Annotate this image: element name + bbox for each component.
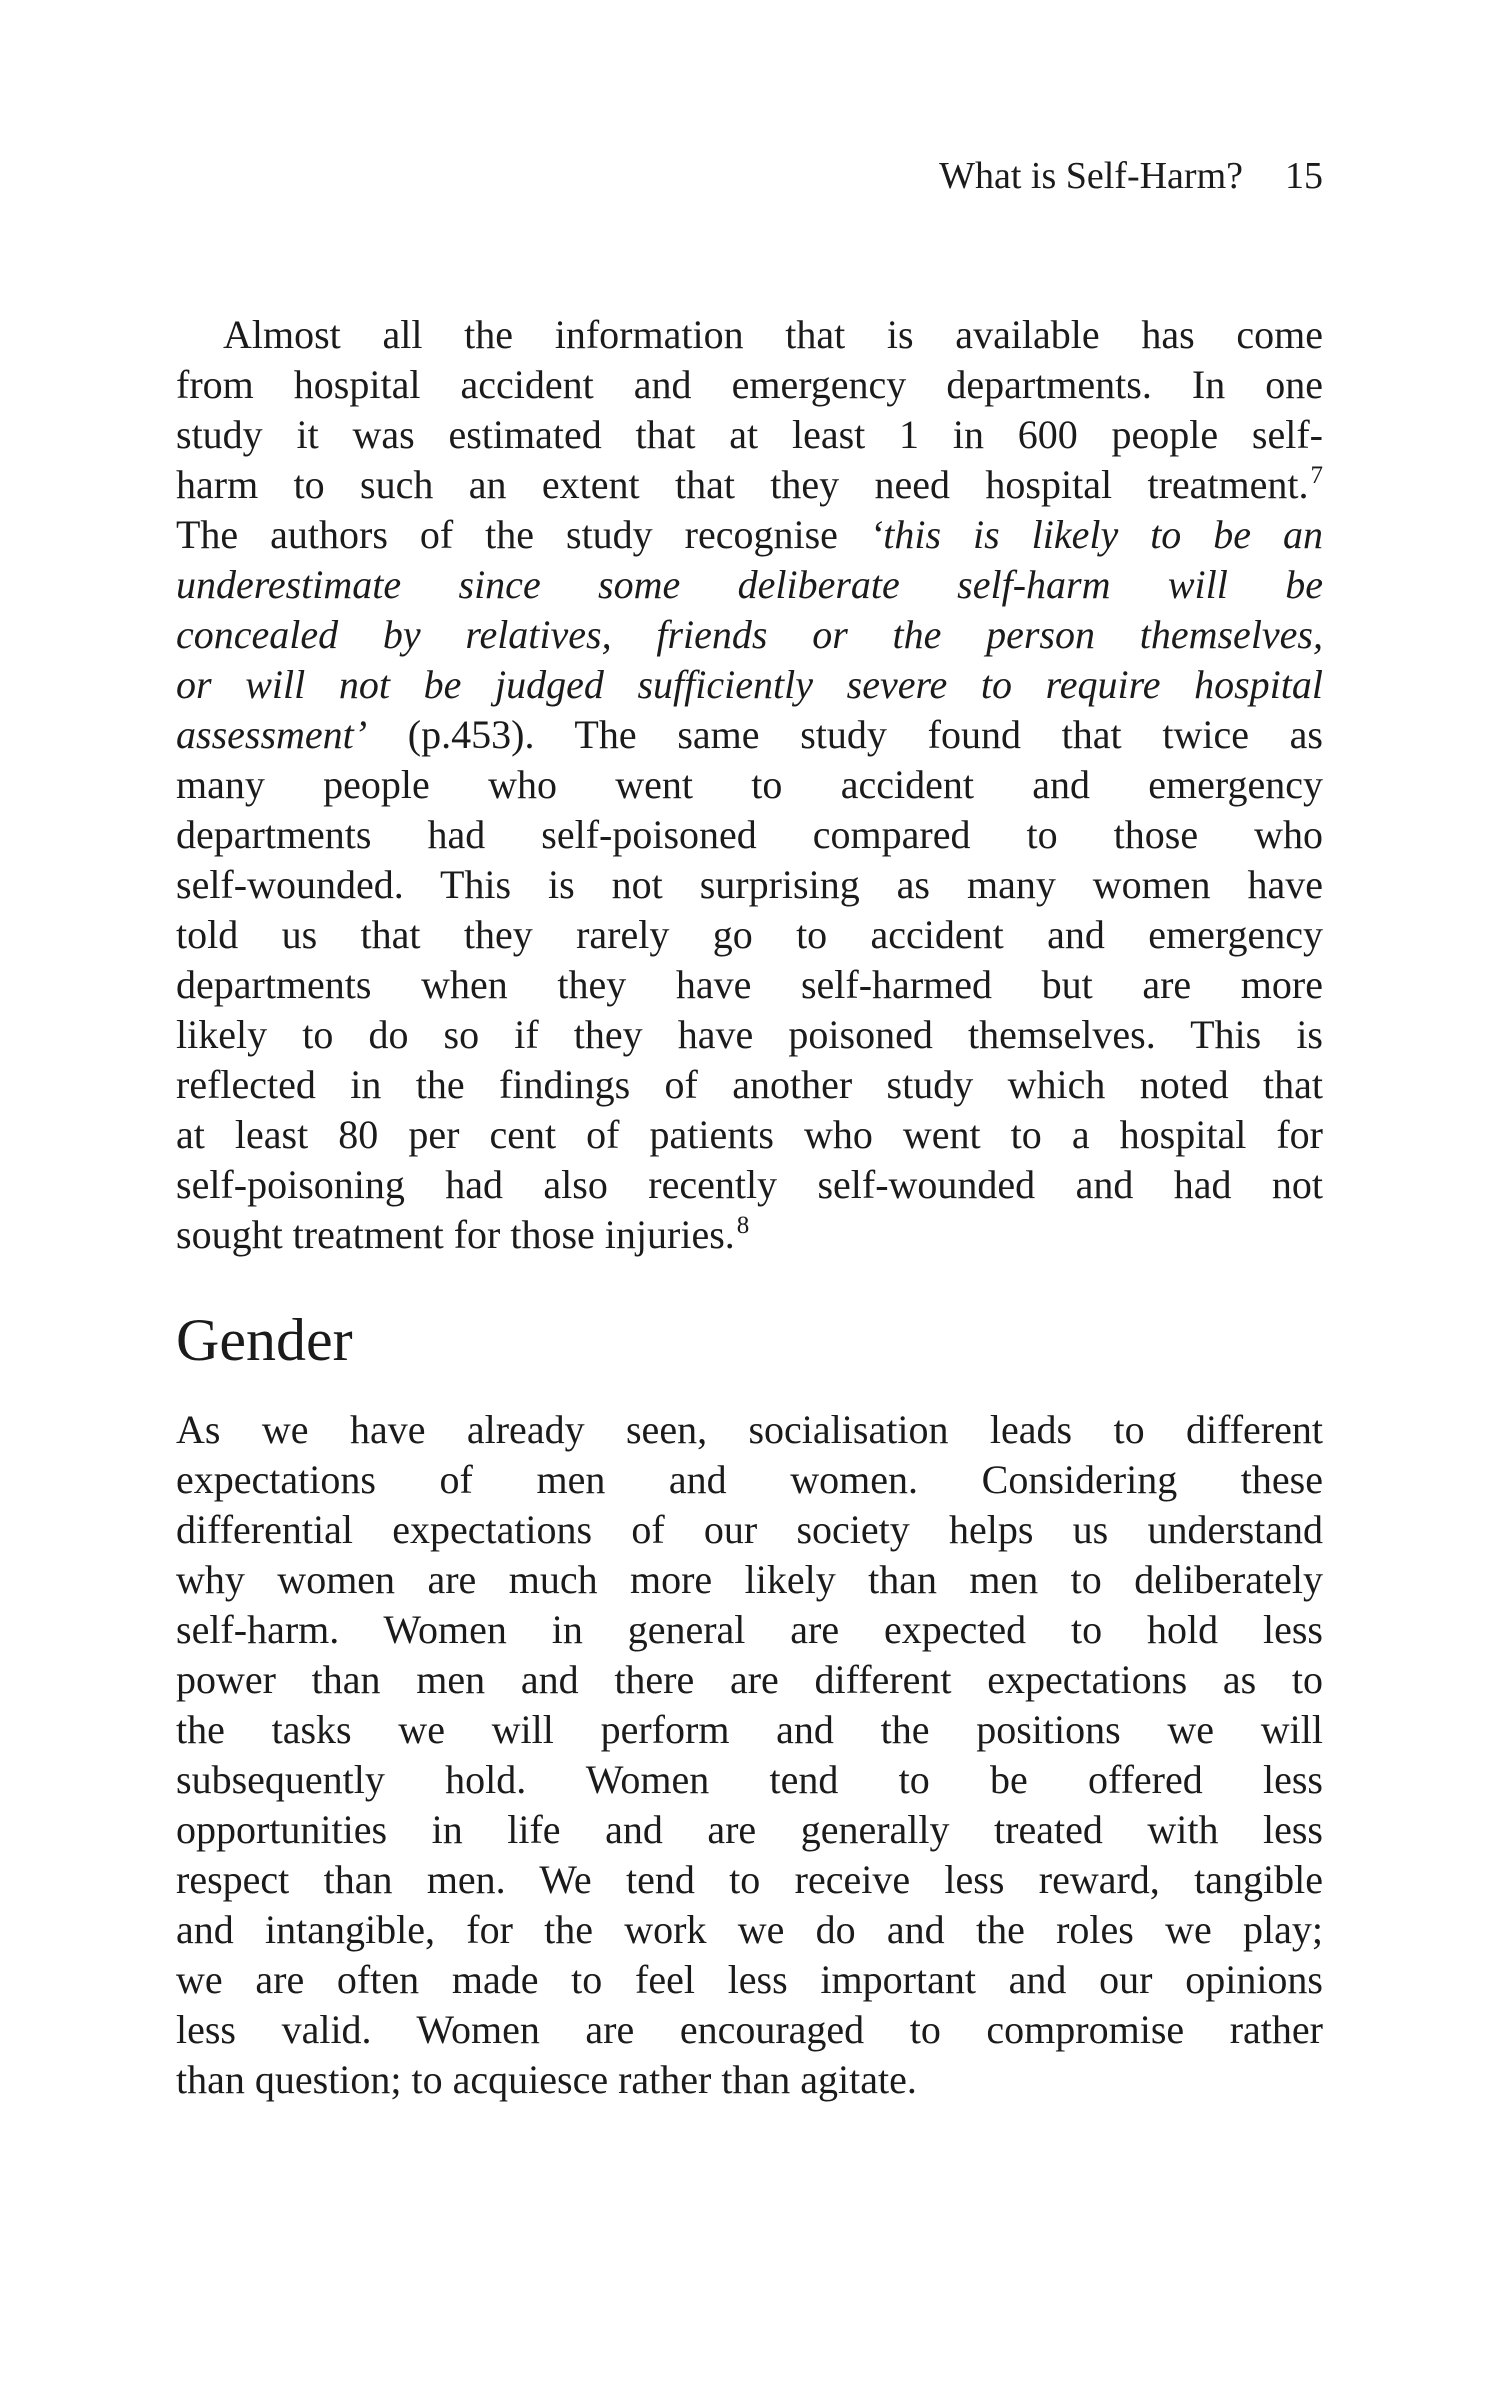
text-line	[176, 810, 1323, 860]
text-segment: The authors of the study recognise	[176, 512, 870, 557]
text-segment: harm to such an extent that they need hospital treatment.	[176, 462, 1309, 507]
text-segment: the tasks we will perform and the positions we will	[176, 1707, 1323, 1752]
text-line	[176, 960, 1323, 1010]
text-line	[176, 560, 1323, 610]
text-line	[176, 910, 1323, 960]
text-segment: reflected in the findings of another study which noted that	[176, 1062, 1323, 1107]
text-segment: power than men and there are different expectations as to	[176, 1657, 1323, 1702]
text-segment: sought treatment for those injuries.	[176, 1212, 735, 1257]
text-segment: or will not be judged sufficiently severe to require hospital	[176, 662, 1323, 707]
text-segment: respect than men. We tend to receive less reward, tangible	[176, 1857, 1323, 1902]
text-segment: underestimate since some deliberate self-harm will be	[176, 562, 1323, 607]
text-line	[176, 410, 1323, 460]
page-header	[176, 151, 1323, 201]
text-segment: likely to do so if they have poisoned themselves. This is	[176, 1012, 1323, 1057]
paragraph-gender-socialisation	[176, 1405, 1323, 2105]
text-line	[176, 1655, 1323, 1705]
text-line	[176, 760, 1323, 810]
text-line	[176, 1405, 1323, 1455]
text-line	[176, 1210, 1323, 1260]
text-segment: study it was estimated that at least 1 in 600 people self-	[176, 412, 1323, 457]
text-line	[176, 610, 1323, 660]
text-line	[176, 860, 1323, 910]
text-segment: opportunities in life and are generally treated with less	[176, 1807, 1323, 1852]
text-line	[176, 1755, 1323, 1805]
footnote-reference: 7	[1310, 462, 1323, 489]
text-segment: ‘this is likely to be an	[869, 512, 1323, 557]
text-segment: As we have already seen, socialisation leads to different	[176, 1407, 1323, 1452]
text-segment: we are often made to feel less important and our opinions	[176, 1957, 1323, 2002]
text-line	[176, 1455, 1323, 1505]
text-segment: differential expectations of our society helps us understand	[176, 1507, 1323, 1552]
text-line	[176, 1160, 1323, 1210]
text-segment: than question; to acquiesce rather than agitate.	[176, 2057, 917, 2102]
text-segment: self-harm. Women in general are expected to hold less	[176, 1607, 1323, 1652]
text-line	[176, 660, 1323, 710]
text-segment: at least 80 per cent of patients who went to a hospital for	[176, 1112, 1323, 1157]
footnote-reference: 8	[736, 1212, 750, 1239]
text-line	[176, 1955, 1323, 2005]
paragraph-hospital-data	[176, 310, 1323, 1260]
text-segment: told us that they rarely go to accident and emergency	[176, 912, 1323, 957]
text-line	[176, 360, 1323, 410]
text-line	[176, 1705, 1323, 1755]
text-segment: (p.453). The same study found that twice as	[367, 712, 1323, 757]
text-line	[176, 460, 1323, 510]
text-segment: and intangible, for the work we do and the roles we play;	[176, 1907, 1323, 1952]
text-segment: Almost all the information that is available has come	[223, 312, 1323, 357]
text-segment: why women are much more likely than men to deliberately	[176, 1557, 1323, 1602]
text-line	[176, 310, 1323, 360]
text-segment: self-poisoning had also recently self-wounded and had not	[176, 1162, 1323, 1207]
text-line	[176, 1805, 1323, 1855]
text-line	[176, 1555, 1323, 1605]
text-segment: self-wounded. This is not surprising as many women have	[176, 862, 1323, 907]
text-line	[176, 1605, 1323, 1655]
text-segment: departments when they have self-harmed but are more	[176, 962, 1323, 1007]
text-segment: concealed by relatives, friends or the person themselves,	[176, 612, 1323, 657]
text-segment: less valid. Women are encouraged to compromise rather	[176, 2007, 1323, 2052]
text-segment: many people who went to accident and emergency	[176, 762, 1323, 807]
text-line	[176, 2055, 1323, 2105]
text-line	[176, 1505, 1323, 1555]
text-column	[176, 310, 1323, 2105]
text-line	[176, 1110, 1323, 1160]
text-line	[176, 1010, 1323, 1060]
text-segment: departments had self-poisoned compared to those who	[176, 812, 1323, 857]
text-line	[176, 1855, 1323, 1905]
text-line	[176, 710, 1323, 760]
page-number: 15	[1285, 155, 1323, 197]
section-heading-gender: Gender	[176, 1307, 353, 1373]
text-line	[176, 1060, 1323, 1110]
text-segment: from hospital accident and emergency departments. In one	[176, 362, 1323, 407]
text-line	[176, 510, 1323, 560]
text-segment: expectations of men and women. Considering these	[176, 1457, 1323, 1502]
text-line	[176, 2005, 1323, 2055]
text-line	[176, 1905, 1323, 1955]
text-segment: assessment’	[176, 712, 368, 757]
text-segment: subsequently hold. Women tend to be offered less	[176, 1757, 1323, 1802]
running-title: What is Self-Harm?	[939, 155, 1243, 197]
